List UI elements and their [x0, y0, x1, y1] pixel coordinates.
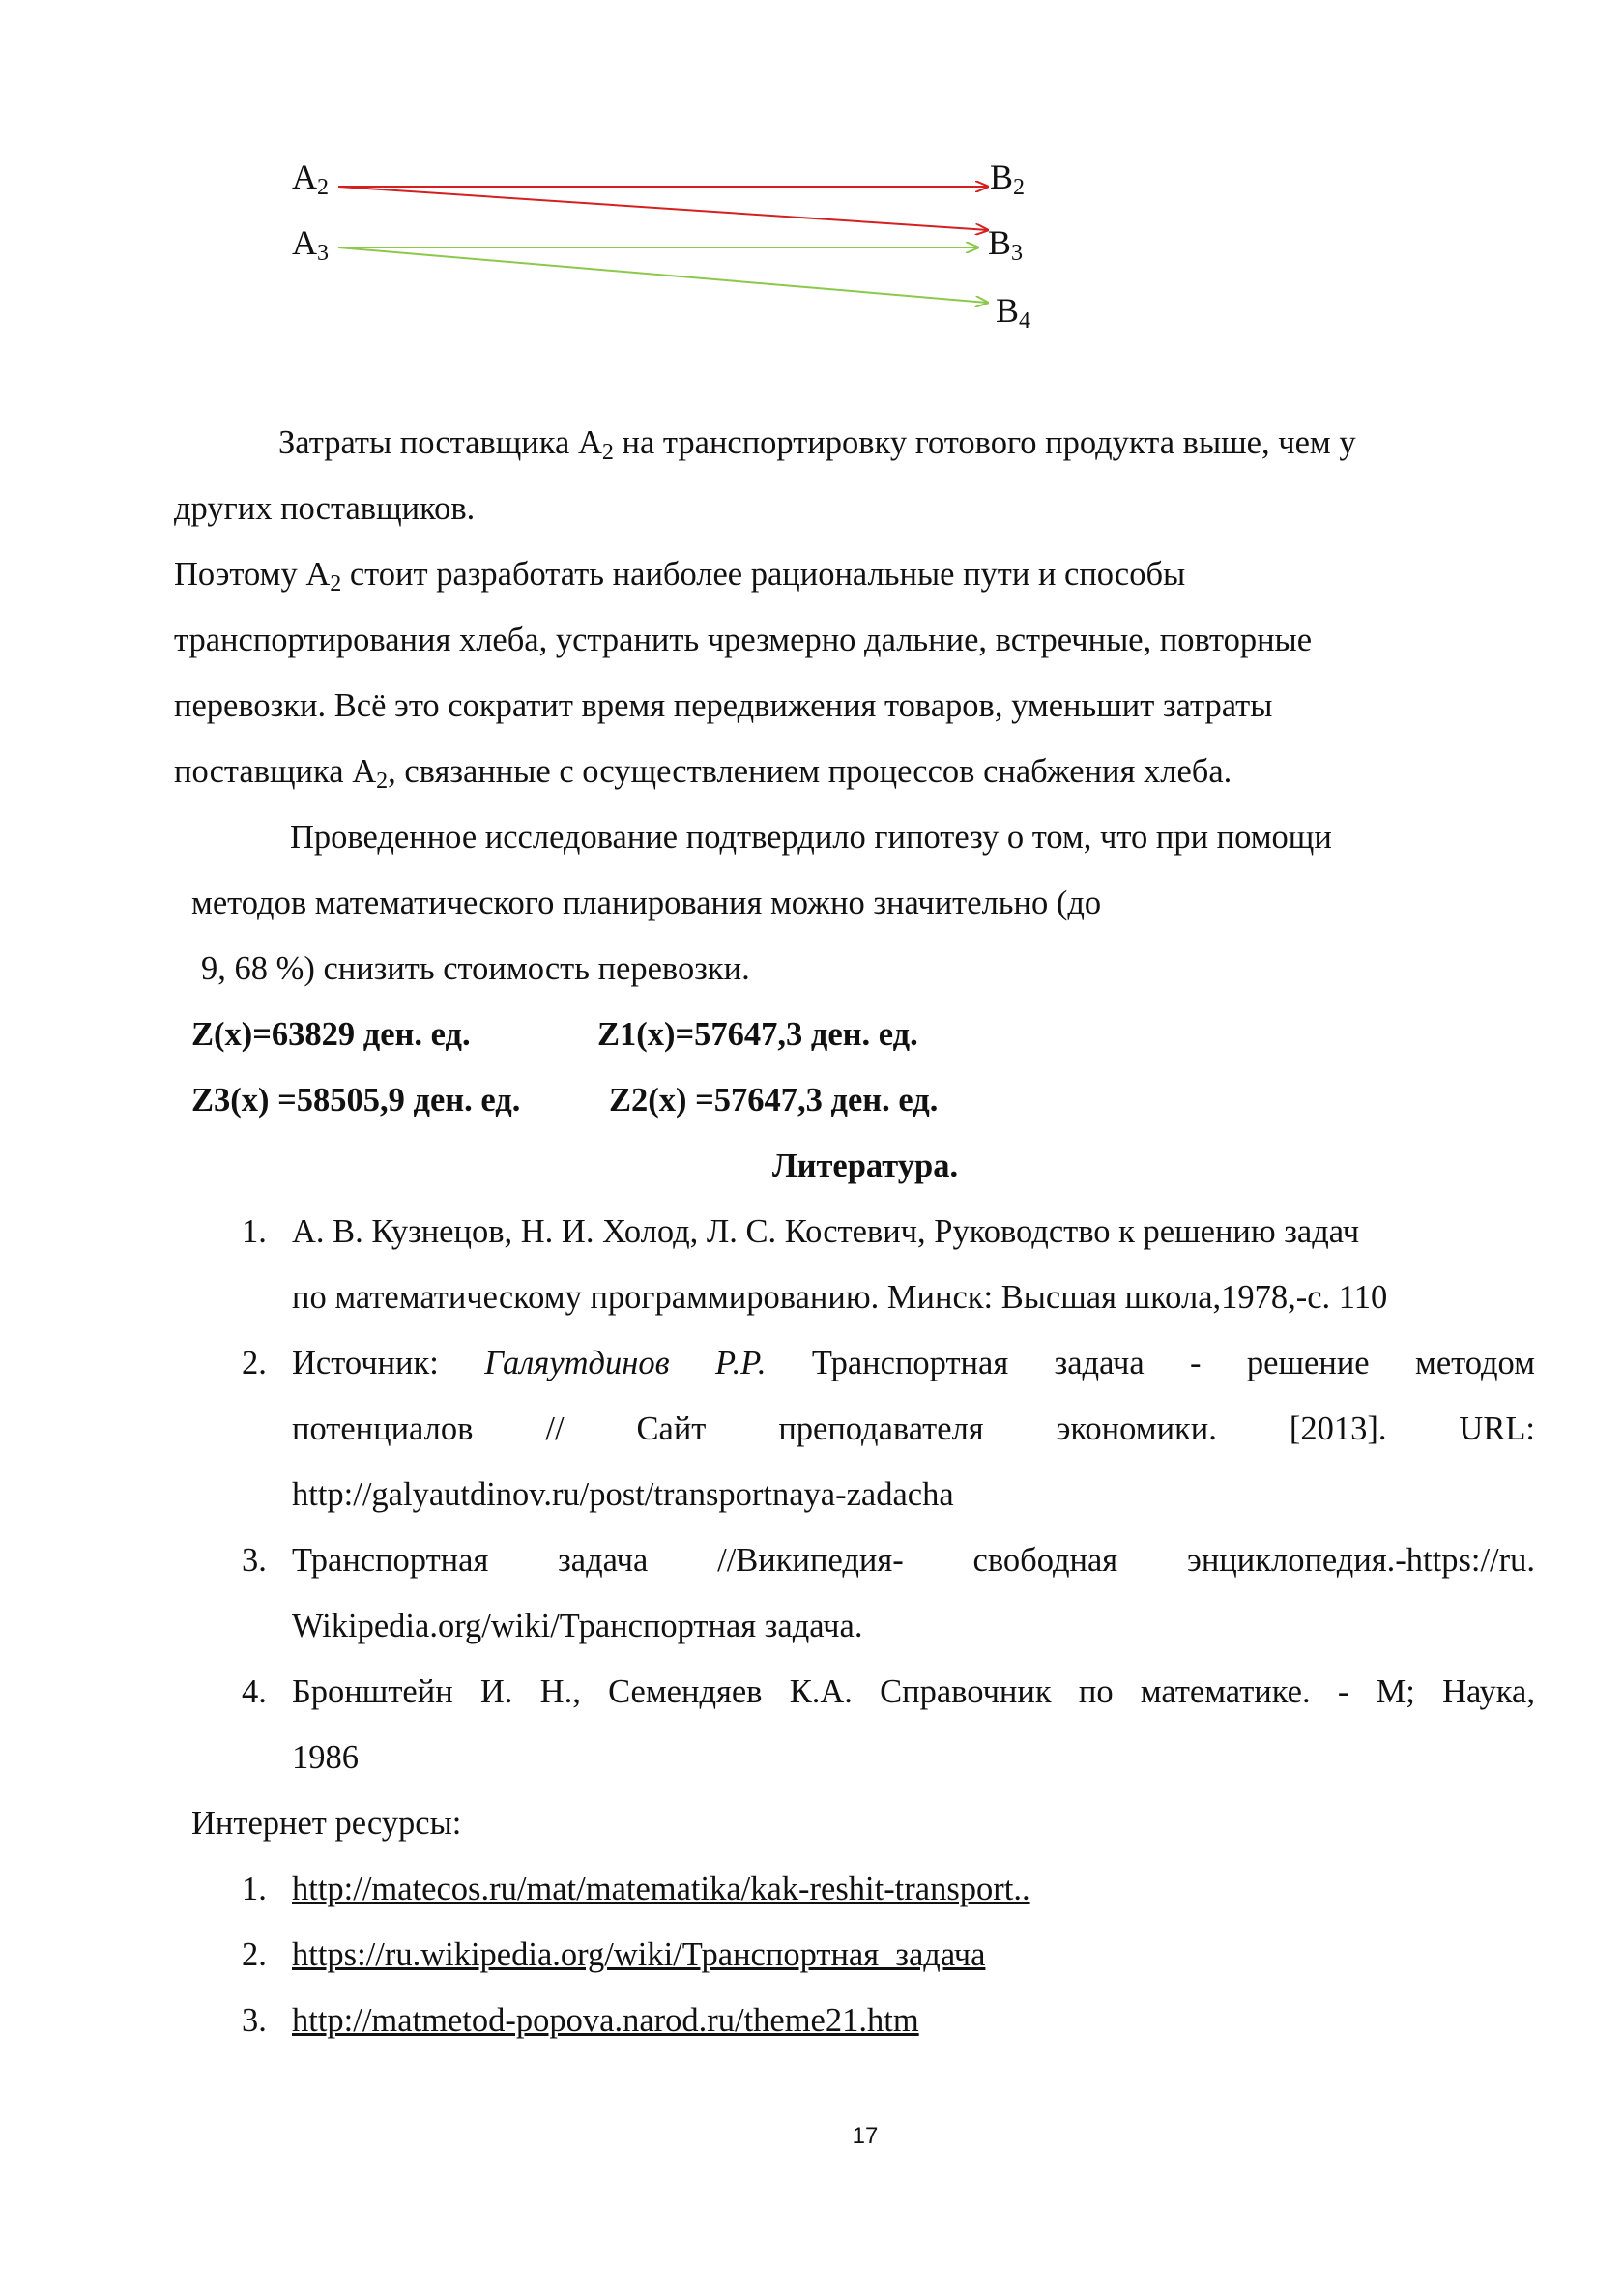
- arrow-a3-b4: [338, 247, 988, 303]
- list-number: 4.: [242, 1673, 267, 1710]
- literature-heading: Литература.: [771, 1148, 959, 1184]
- resource-link[interactable]: http://matmetod-popova.narod.ru/theme21.htm: [292, 2002, 919, 2039]
- list-number: 1.: [242, 1871, 267, 1907]
- list-number: 3.: [242, 1542, 267, 1579]
- list-text: 1986: [292, 1739, 359, 1776]
- paragraph-line: Поэтому $A_2$ стоит разработать наиболее рациональные пути и способы: [174, 556, 1186, 596]
- list-text: Источник: Галяутдинов Р.Р. Транспортная задача - решение методом: [292, 1345, 1535, 1381]
- paragraph-line: других поставщиков.: [174, 490, 476, 527]
- result-z3: Z3(x) =58505,9 ден. ед.: [191, 1082, 521, 1119]
- paragraph-line: 9, 68 %) снизить стоимость перевозки.: [201, 950, 750, 987]
- result-z: Z(x)=63829 ден. ед.: [191, 1016, 471, 1053]
- list-number: 3.: [242, 2002, 267, 2039]
- paragraph-line: поставщика $A_2$, связанные с осуществлением процессов снабжения хлеба.: [174, 753, 1232, 794]
- list-number: 2.: [242, 1936, 267, 1973]
- resource-link[interactable]: http://matecos.ru/mat/matematika/kak-reshit-transport..: [292, 1871, 1030, 1907]
- diagram-arrows: [0, 0, 1624, 348]
- paragraph-line: Проведенное исследование подтвердило гипотезу о том, что при помощи: [290, 819, 1332, 856]
- node-b2: $B_2$: [990, 158, 1026, 200]
- paragraph-line: Затраты поставщика $A_2$ на транспортировку готового продукта выше, чем у: [278, 424, 1356, 465]
- list-text: Транспортная задача //Википедия- свободная энциклопедия.-https://ru.: [292, 1542, 1535, 1579]
- node-b3: $B_3$: [988, 223, 1024, 266]
- list-text: Wikipedia.org/wiki/Транспортная задача.: [292, 1608, 863, 1644]
- paragraph-line: методов математического планирования можно значительно (до: [191, 885, 1102, 921]
- resource-link[interactable]: https://ru.wikipedia.org/wiki/Транспортная_задача: [292, 1936, 986, 1973]
- page-number: 17: [852, 2123, 879, 2149]
- arrow-a2-b3: [338, 187, 988, 230]
- internet-heading: Интернет ресурсы:: [191, 1805, 462, 1842]
- list-text: А. В. Кузнецов, Н. И. Холод, Л. С. Костевич, Руководство к решению задач: [292, 1213, 1360, 1250]
- node-b4: $B_4$: [996, 291, 1031, 334]
- paragraph-line: транспортирования хлеба, устранить чрезмерно дальние, встречные, повторные: [174, 622, 1313, 658]
- list-text: потенциалов // Сайт преподавателя экономики. [2013]. URL:: [292, 1410, 1535, 1447]
- paragraph-line: перевозки. Всё это сократит время передвижения товаров, уменьшит затраты: [174, 687, 1273, 724]
- list-text: http://galyautdinov.ru/post/transportnaya-zadacha: [292, 1476, 954, 1513]
- list-number: 2.: [242, 1345, 267, 1381]
- list-text: по математическому программированию. Минск: Высшая школа,1978,-с. 110: [292, 1279, 1388, 1316]
- result-z2: Z2(x) =57647,3 ден. ед.: [609, 1082, 939, 1119]
- list-text: Бронштейн И. Н., Семендяев К.А. Справочник по математике. - М; Наука,: [292, 1673, 1535, 1710]
- result-z1: Z1(x)=57647,3 ден. ед.: [597, 1016, 918, 1053]
- node-a2: $A_2$: [292, 158, 329, 200]
- list-number: 1.: [242, 1213, 267, 1250]
- node-a3: $A_3$: [292, 223, 329, 266]
